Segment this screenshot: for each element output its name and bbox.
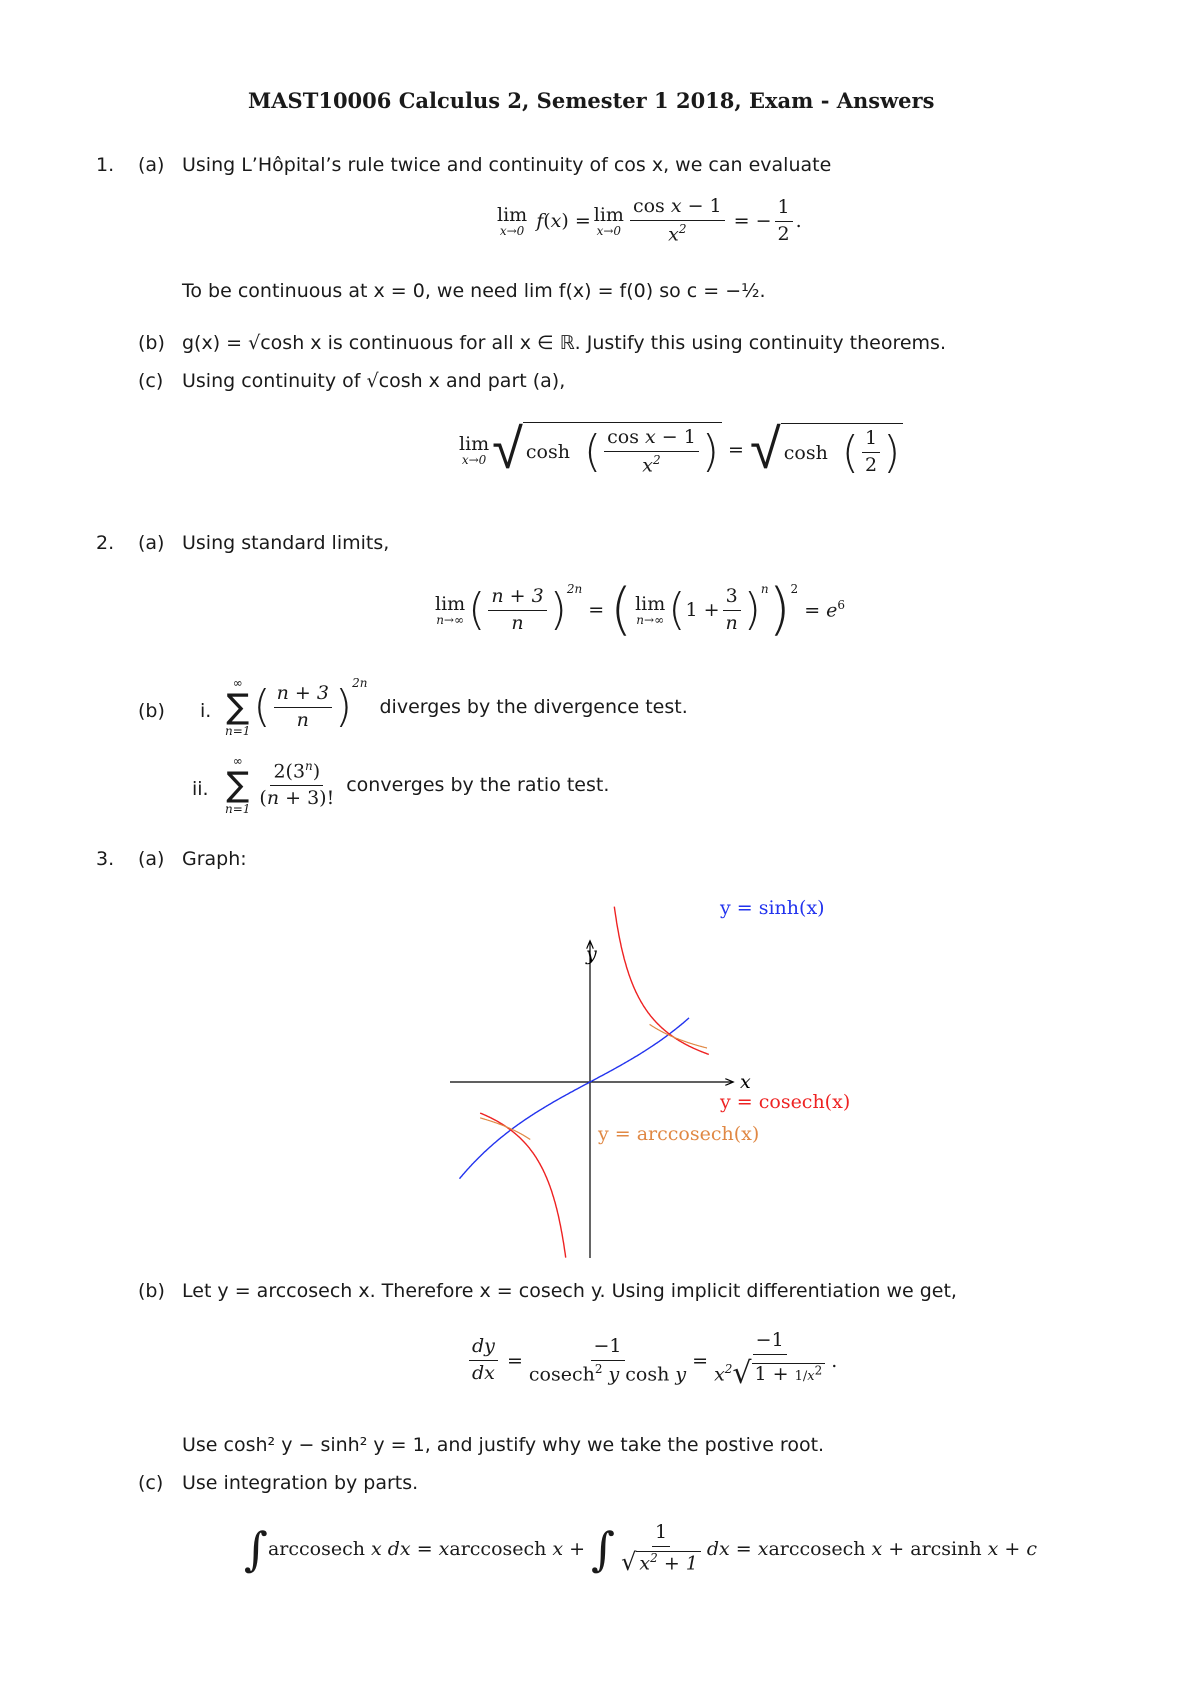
q1-b-label: (b) bbox=[138, 332, 165, 354]
arccosech-curve-positive-branch bbox=[650, 1024, 707, 1048]
cosech-curve-positive-branch bbox=[614, 907, 709, 1055]
q1-a-continuity-text: To be continuous at x = 0, we need lim f(x) = f(0) so c = −½. bbox=[182, 280, 766, 302]
q2-b-label: (b) bbox=[138, 700, 165, 722]
page-title: MAST10006 Calculus 2, Semester 1 2018, Exam - Answers bbox=[248, 88, 935, 113]
question-2-number: 2. bbox=[96, 532, 115, 554]
q2-b-i-text: diverges by the divergence test. bbox=[379, 696, 688, 718]
question-1-number: 1. bbox=[96, 154, 115, 176]
q2-b-i-label: i. bbox=[200, 700, 212, 722]
q2-a-label: (a) bbox=[138, 532, 165, 554]
q2-a-limit-equation: lim n→∞ ( $\frac{n + 3}{n}$ ) $^{2n}$ = ( lim n→∞ ( 1 + $\frac{3}{n}$ ) $^n$ ) $^2$ = $e^6$ bbox=[435, 577, 846, 642]
cosech-label: y = cosech(x) bbox=[720, 1091, 851, 1113]
q3-a-text: Graph: bbox=[182, 848, 247, 870]
q3-b-text: Let y = arccosech x. Therefore x = cosech y. Using implicit differentiation we get, bbox=[182, 1280, 957, 1302]
q3-c-label: (c) bbox=[138, 1472, 164, 1494]
sinh-curve bbox=[460, 1018, 690, 1179]
q1-a-label: (a) bbox=[138, 154, 165, 176]
question-3-number: 3. bbox=[96, 848, 115, 870]
q2-b-ii-text: converges by the ratio test. bbox=[346, 774, 610, 796]
arccosech-label: y = arccosech(x) bbox=[598, 1123, 760, 1145]
y-axis-label: y bbox=[586, 943, 597, 965]
q2-b-ii-label: ii. bbox=[192, 778, 209, 800]
q2-b-i-series: ∞ ∑ n=1 ( $\frac{n + 3}{n}$ ) $^{2n}$ diverges by the divergence test. bbox=[225, 676, 688, 738]
q1-b-text: g(x) = √cosh x is continuous for all x ∈ ℝ. Justify this using continuity theorems. bbox=[182, 332, 946, 354]
q1-c-label: (c) bbox=[138, 370, 164, 392]
q1-a-text: Using L’Hôpital’s rule twice and continuity of cos x, we can evaluate bbox=[182, 154, 832, 176]
x-axis-label: x bbox=[740, 1071, 751, 1093]
sinh-label: y = sinh(x) bbox=[720, 897, 825, 919]
q3-b-label: (b) bbox=[138, 1280, 165, 1302]
q1-c-text: Using continuity of √cosh x and part (a), bbox=[182, 370, 566, 392]
q3-a-label: (a) bbox=[138, 848, 165, 870]
q3-b-note: Use cosh² y − sinh² y = 1, and justify why we take the postive root. bbox=[182, 1434, 825, 1456]
q2-a-text: Using standard limits, bbox=[182, 532, 390, 554]
q3-c-integral-equation: ∫ arccosech x dx = xarccosech x + ∫ 1 √ $x^2 + 1$ dx = xarccosech x + arcsinh x + c bbox=[244, 1521, 1038, 1577]
q1-a-limit-equation: lim x→0 f ( x ) = lim x→0 $\frac{\text{cos x − 1}}{x^2}$ = − $\frac{1}{2}$ . bbox=[497, 195, 802, 246]
q1-c-limit-equation: lim x→0 √ cosh ( $\frac{\text{cos x − 1}}{x^2}$ ) = √ cosh ( $\frac{1}{2}$ ) bbox=[456, 422, 903, 478]
q3-c-text: Use integration by parts. bbox=[182, 1472, 419, 1494]
q3-b-derivative-equation: $\frac{dy}{dx}$ = $\frac{-1}{cosech^2 y \cosh y}$ = −1 $x^2$ √ $1 + 1/x^2$ . bbox=[466, 1330, 837, 1391]
q2-b-ii-series: ∞ ∑ n=1 $\frac{2(3^n)}{(n + 3)!}$ converges by the ratio test. bbox=[225, 754, 610, 816]
hyperbolic-functions-graph bbox=[440, 890, 880, 1270]
